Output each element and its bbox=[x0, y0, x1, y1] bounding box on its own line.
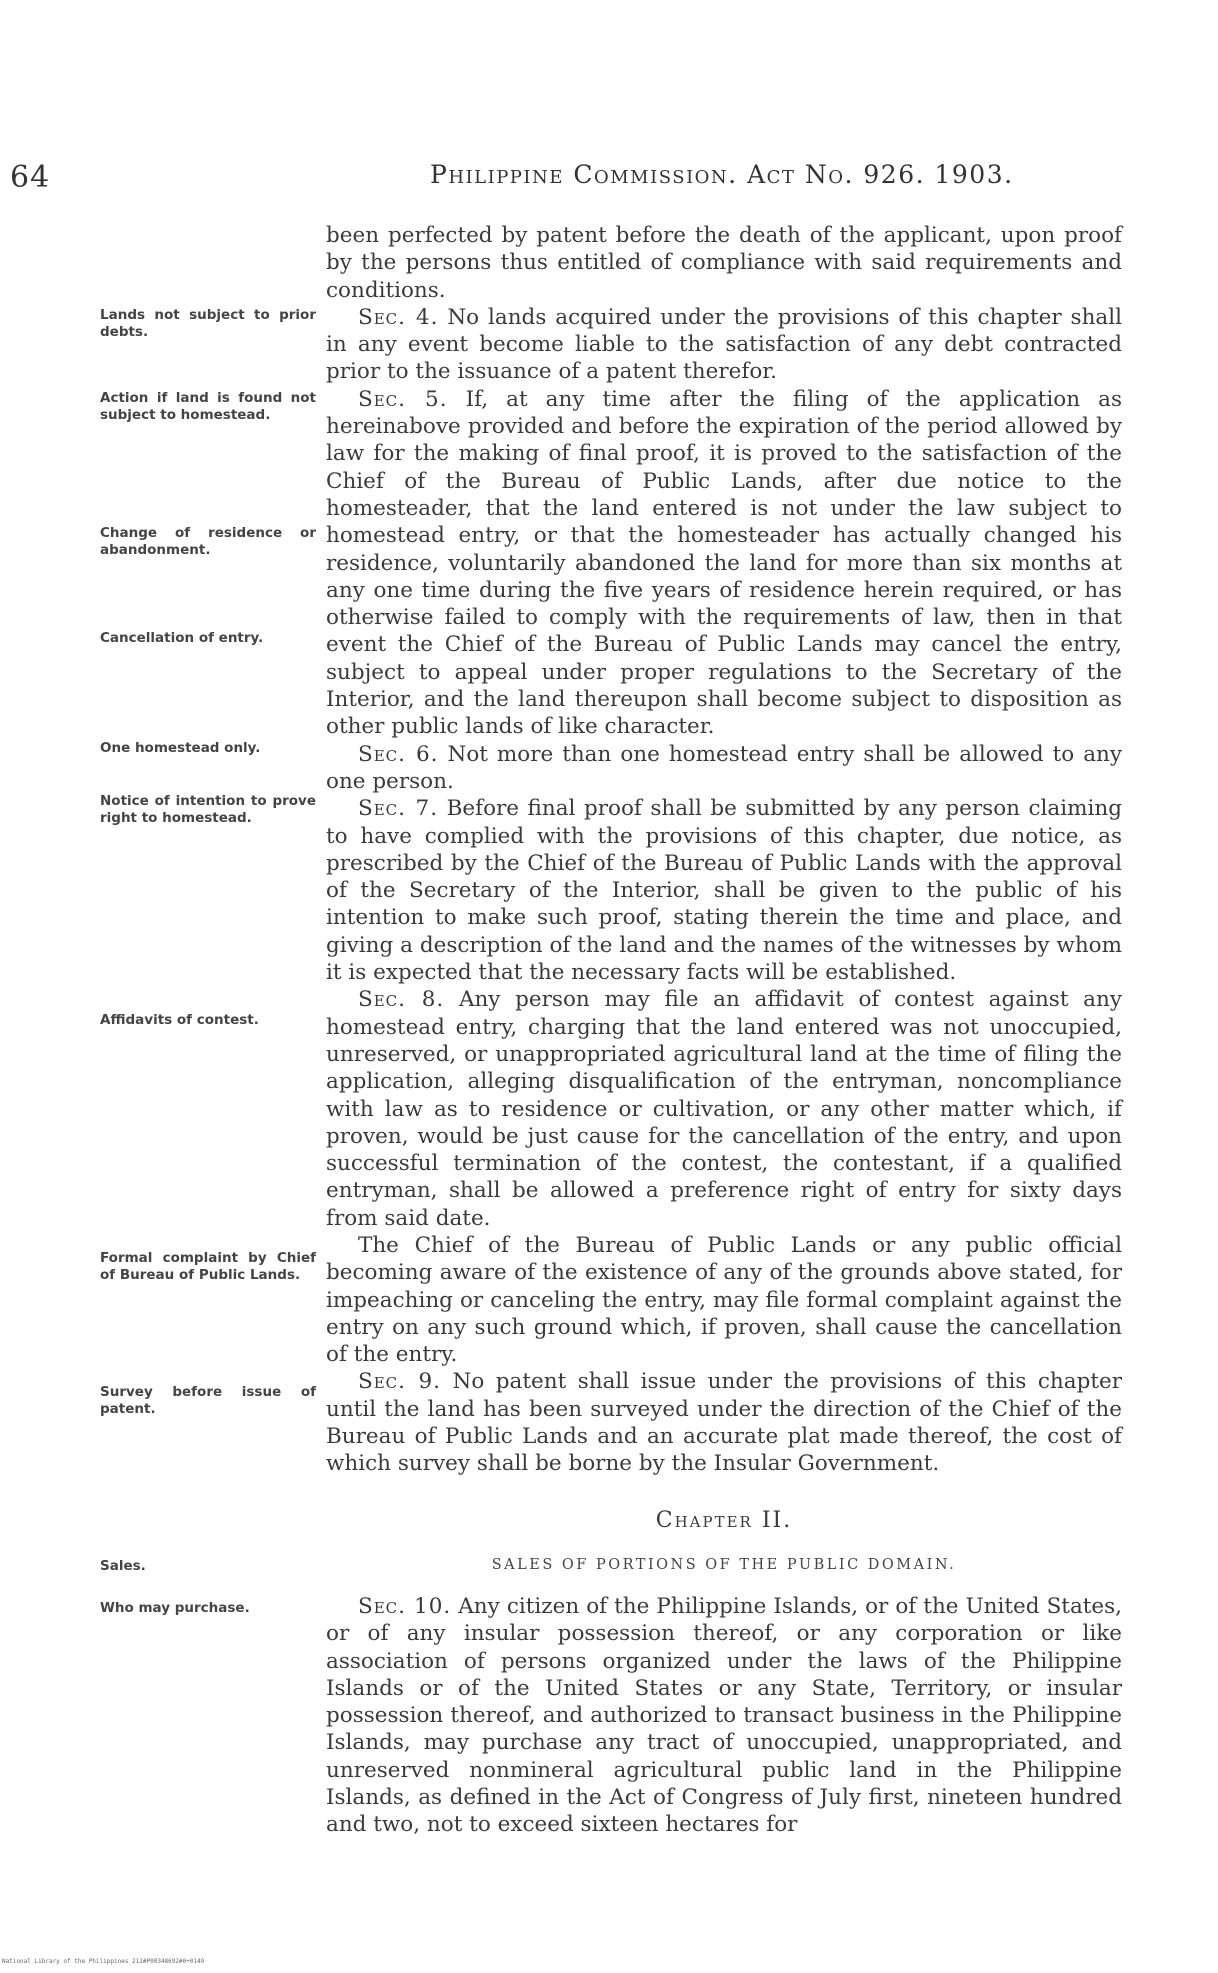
paragraph bbox=[326, 986, 1122, 1232]
margin-note: Action if land is found not subject to homestead. bbox=[100, 390, 316, 423]
margin-note: Cancellation of entry. bbox=[100, 630, 264, 646]
paragraph-text: Any person may file an affidavit of contest against any homestead entry, charging that the land entered was not unoccupied, unreserved, or unappropriated agricultural land at the time of filing the application, alleging disqualification of the entryman, noncompliance with law as to residence or cultivation, or any other matter which, if proven, would be just cause for the cancellation of the entry, and upon successful termination of the contest, the contestant, if a qualified entryman, shall be allowed a preference right of entry for sixty days from said date. bbox=[326, 987, 1122, 1231]
margin-note: One homestead only. bbox=[100, 740, 261, 756]
section-number: Sec. 6. bbox=[358, 741, 439, 767]
paragraph bbox=[326, 386, 1122, 741]
paragraph bbox=[326, 795, 1122, 986]
margin-note: Lands not subject to prior debts. bbox=[100, 307, 316, 340]
margin-note: Survey before issue of patent. bbox=[100, 1384, 316, 1417]
section-number: Sec. 4. bbox=[358, 304, 439, 330]
paragraph bbox=[326, 1232, 1122, 1368]
section-number: Sec. 7. bbox=[358, 796, 439, 822]
section-number: Sec. 5. bbox=[358, 386, 448, 412]
paragraph-text: Not more than one homestead entry shall be allowed to any one person. bbox=[326, 741, 1122, 794]
margin-note: Formal complaint by Chief of Bureau of Public Lands. bbox=[100, 1250, 316, 1283]
paragraph-text: Any citizen of the Philippine Islands, or of the United States, or of any insular possession thereof, or any corporation or like association of persons organized under the laws of the Philippine Islands or of the United States or any State, Territory, or insular possession thereof, and authorized to transact business in the Philippine Islands, may purchase any tract of unoccupied, unappropriated, and unreserved nonmineral agricultural public land in the Philippine Islands, as defined in the Act of Congress of July first, nineteen hundred and two, not to exceed sixteen hectares for bbox=[326, 1594, 1122, 1838]
section-number: Sec. 8. bbox=[358, 987, 445, 1013]
paragraph bbox=[326, 1368, 1122, 1477]
section-number: Sec. 10. bbox=[358, 1594, 452, 1619]
paragraph bbox=[326, 741, 1122, 796]
paragraph-text: been perfected by patent before the death of the applicant, upon proof by the persons thus entitled of compliance with said requirements and conditions. bbox=[326, 223, 1122, 303]
paragraph bbox=[326, 304, 1122, 386]
margin-note: Affidavits of contest. bbox=[100, 1012, 259, 1028]
margin-note: Notice of intention to prove right to homestead. bbox=[100, 793, 316, 826]
paragraph bbox=[326, 1593, 1122, 1839]
paragraph-text: The Chief of the Bureau of Public Lands or any public official becoming aware of the existence of any of the grounds above stated, for impeaching or canceling the entry, may file formal complaint against the entry on any such ground which, if proven, shall cause the cancellation of the entry. bbox=[326, 1232, 1122, 1368]
running-head: Philippine Commission. Act No. 926. 1903. bbox=[430, 160, 1014, 189]
page-number: 64 bbox=[10, 160, 51, 195]
paragraph-text: Before final proof shall be submitted by any person claiming to have complied with the provisions of this chapter, due notice, as prescribed by the Chief of the Bureau of Public Lands with the approval of the Secretary of the Interior, shall be given to the public of his intention to make such proof, stating therein the time and place, and giving a description of the land and the names of the witnesses by whom it is expected that the necessary facts will be established. bbox=[326, 796, 1123, 986]
paragraph bbox=[326, 222, 1122, 304]
body-text bbox=[326, 1593, 1122, 1839]
paragraph-text: If, at any time after the filing of the application as hereinabove provided and before the expiration of the period allowed by law for the making of final proof, it is proved to the satisfaction of the Chief of the Bureau of Public Lands, after due notice to the homesteader, that the land entered is not under the law subject to homestead entry, or that the homesteader has actually changed his residence, voluntarily abandoned the land for more than six months at any one time during the five years of residence herein required, or has otherwise failed to comply with the requirements of law, then in that event the Chief of the Bureau of Public Lands may cancel the entry, subject to appeal under proper regulations to the Secretary of the Interior, and the land thereupon shall become subject to disposition as other public lands of like character. bbox=[326, 386, 1122, 740]
scan-credit: National Library of the Philippines 212#P00348692#0+0149 bbox=[2, 1958, 205, 1965]
body-text bbox=[326, 222, 1122, 1478]
chapter-title: Chapter II. bbox=[655, 1508, 793, 1533]
margin-note: Change of residence or abandonment. bbox=[100, 525, 316, 558]
paragraph-text: No patent shall issue under the provisions of this chapter until the land has been surveyed under the direction of the Chief of the Bureau of Public Lands and an accurate plat made thereof, the cost of which survey shall be borne by the Insular Government. bbox=[326, 1369, 1123, 1477]
margin-note: Sales. bbox=[100, 1558, 146, 1574]
section-number: Sec. 9. bbox=[358, 1369, 442, 1395]
chapter-subtitle: SALES OF PORTIONS OF THE PUBLIC DOMAIN. bbox=[491, 1557, 957, 1573]
margin-note: Who may purchase. bbox=[100, 1600, 250, 1616]
paragraph-text: No lands acquired under the provisions of this chapter shall in any event become liable to the satisfaction of any debt contracted prior to the issuance of a patent therefor. bbox=[326, 304, 1123, 385]
